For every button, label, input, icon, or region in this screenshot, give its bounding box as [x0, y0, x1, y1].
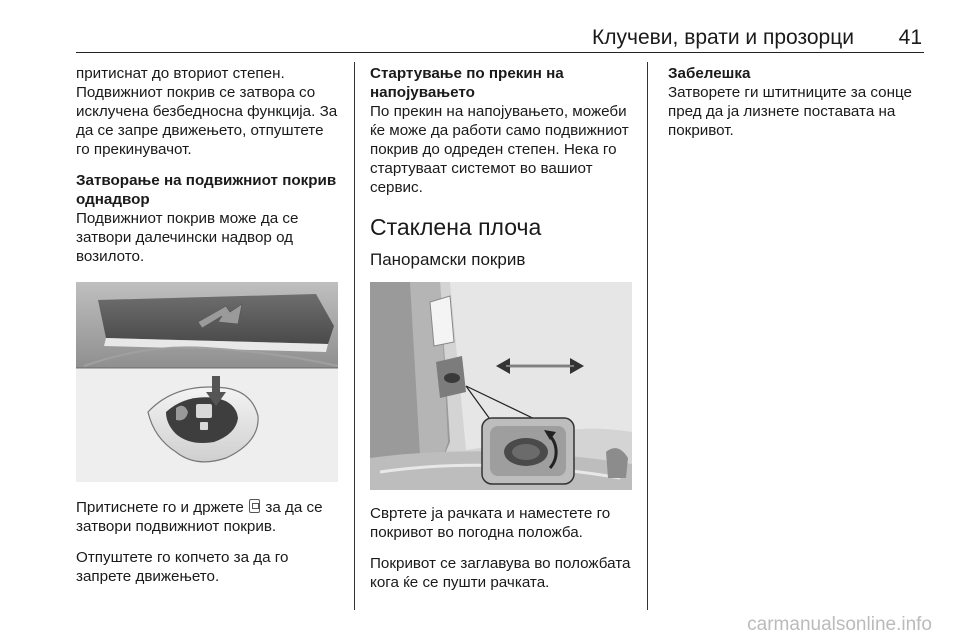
- caption-text: за да се затвори подвижниот покрив.: [76, 499, 323, 535]
- key-lock-icon: [249, 499, 260, 513]
- note-heading: Забелешка: [668, 65, 751, 82]
- column-2-captions: [370, 504, 632, 592]
- caption-turn-handle: Свртете ја рачката и наместете го покривот во погодна положба.: [370, 505, 611, 541]
- body-paragraph: Подвижниот покрив може да се затвори далечински надвор од возилото.: [76, 210, 299, 265]
- section-heading: Затворање на подвижниот покрив однадвор: [76, 172, 337, 208]
- watermark: carmanualsonline.info: [747, 614, 932, 635]
- panoramic-roof-illustration: [370, 282, 632, 490]
- sunroof-remote-figure: [76, 282, 338, 482]
- panoramic-roof-figure: [370, 282, 632, 490]
- page-title: Клучеви, врати и прозорци: [592, 26, 854, 49]
- column-3: [668, 64, 932, 140]
- column-1-captions: [76, 498, 340, 586]
- sunroof-remote-illustration: [76, 282, 338, 482]
- caption-text: Притиснете го и држете: [76, 499, 244, 516]
- caption-hold-key: [76, 498, 340, 536]
- column-2: [370, 64, 632, 281]
- column-divider: [647, 62, 648, 610]
- note-text: Затворете ги штитниците за сонце пред да ја лизнете поставата на покривот.: [668, 84, 912, 139]
- caption-release: Отпуштете го копчето за да го запрете движењето.: [76, 549, 289, 585]
- subsection-title: Панорамски покрив: [370, 250, 526, 269]
- column-divider: [354, 62, 355, 610]
- page-header: [76, 22, 924, 53]
- body-paragraph: По прекин на напојувањето, можеби ќе може да работи само подвижниот покрив до одреден степен. Нека го стартуваат системот во вашиот сервис.: [370, 103, 629, 196]
- section-title: Стаклена плоча: [370, 214, 542, 240]
- section-heading: Стартување по прекин на напојувањето: [370, 65, 564, 101]
- column-1: [76, 64, 340, 266]
- intro-paragraph: притиснат до вториот степен. Подвижниот покрив се затвора со исклучена безбедносна функција. За да се запре движењето, отпуштете го прекинувачот.: [76, 65, 338, 158]
- caption-locks: Покривот се заглавува во положбата кога ќе се пушти рачката.: [370, 555, 631, 591]
- page-number: 41: [898, 26, 922, 49]
